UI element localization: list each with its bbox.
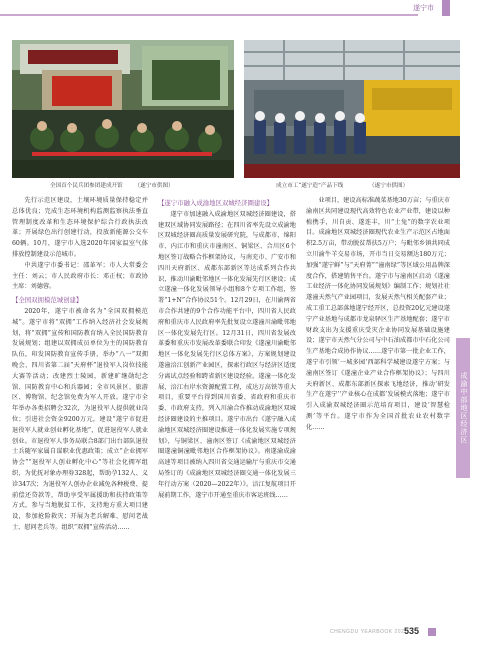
caption-left-credit: （遂宁市供图） bbox=[134, 183, 174, 189]
photo-product-rollout bbox=[244, 40, 460, 178]
col1-paragraph-3: 2020年，遂宁市被命名为“全国双拥模范城”。遂宁市将“双拥”工作纳入经济社会发展规划，将“双拥”宣传和国防教育纳入全民国防教育发展规划；组建以双拥成员单位为主的国防教育队伍，印发国防教育宣传手册，举办“八一”双拥晚会、四川省第二届“天府杯”退役军人岗位技能大赛等活动；改建烈士陵园，新建旷继勋纪念馆、国防教育中心和兵器园；全市风景区、旅游区、博物馆、纪念馆免费为军人开放。遂宁市全年举办各类招聘会32次，为退役军人提供就业岗位；引进社会资金9200万元，建设“遂宁市促进退役军人就业创业孵化基地”，促进退役军人就业创业。市退役军人事务局联合8部门出台部队退役士兵随军家属自谋职业优惠政策；成立“企业拥军协会”“退役军人创业孵化中心”等社会化拥军组织，为优抚对象办理券328起，帮助孕132人、义诊347次；为退役军人创办企业减免各种税费、提前偿还贷款等，帮助享受军属援助和扶持政策等方式，参与当地脱贫工作，支持地方重大项目建设，参加抢险救灾；开展为老兵解难、慰问老战士、慰问老兵等。组织“双拥”宣传活动…… bbox=[12, 307, 148, 531]
footer-yearbook: CHENGDU YEARBOOK 2021 bbox=[330, 629, 408, 635]
col2-section-heading: 【遂宁市融入成渝地区双城经济圈建设】 bbox=[158, 199, 274, 207]
side-section-tab: 成渝中部地区经济区 bbox=[456, 338, 470, 478]
footer-tab bbox=[428, 628, 436, 636]
caption-right bbox=[276, 181, 408, 189]
col1-paragraph-1: 先行示范区建设，土壤环境质量保持稳定并总体优良；完成生态环境机构监测监察执法垂直管理制度改革和生态环境保护综合行政执法改革；开展绿色出行创建行动，投放新能源公交车60辆。10月，遂宁市入选2020年国家温室气体排放控制建设示范城市。 bbox=[12, 197, 148, 258]
header-rule bbox=[0, 14, 418, 16]
column-3 bbox=[306, 196, 450, 434]
page-footer bbox=[330, 626, 450, 638]
col1-section-heading: 【全国双拥模范城创建】 bbox=[12, 296, 83, 305]
header-title: 遂宁市 bbox=[413, 5, 434, 12]
page-number: 535 bbox=[404, 626, 420, 636]
caption-right-text: 成立市工“遂宁造”产品下线 bbox=[276, 183, 344, 189]
caption-right-credit: （遂宁市供图） bbox=[369, 183, 409, 189]
col1-paragraph-2: 中共遂宁市委书记：邵革军；市人大常委会主任：刘云；市人民政府市长：邓正权；市政协主席：刘德蓉。 bbox=[12, 261, 148, 291]
photo-memorial-hall bbox=[12, 40, 234, 178]
running-header bbox=[0, 0, 480, 22]
column-2 bbox=[158, 196, 296, 501]
caption-left bbox=[50, 181, 174, 189]
col3-paragraph-1: 业项目，建设高标准蔬菜基地30万亩；与重庆市渝南区共同建设现代高效特色农业产业带，建设以种植携手，川自贡、遂连丰，川“土兔”的数字农业项目。成渝地区双城经济圈现代农业生产示范区占地面积2.5万亩，带动脱贫帮扶5万户；与毗邻乡镇共同成立川渝牛羊交易市场，开市当日交易额达180万元；加强“遂宁鲜”与“天府菁”“潼南绿”等区域公用品牌深度合作，搭建销售平台。遂宁市与潼南区启动《遂潼工业经济一体化协同发展规划》编制工作；规划社社遂潼天然气产业园项目，发展天然气相关配套产业；成工重工总部落地遂宁经开区，总投资20亿元建设遂宁产业基地与成都市龙泉驿区生产基地配套；遂宁市财政支出为支援重庆受灾企业协同发展基础设施建设；遂宁市天然气分公司与中石油成都市中石化公司生产基地合成协作协议……遂宁市第一批企业工作，遂宁市引领‘一城多园’西部科学城建设遂宁方案；与潼南区签订《遂潼企业产业合作框架协议》；与四川天府新区、成都东部新区探索飞地经济，推动‘研发生产在遂宁’‘产业核心在成都’发展模式落地；遂宁市引入成渝双城经济圈示范培育项目，建设‘智慧检测’等平台。遂宁市作为全国首批农业农村数字化…… bbox=[306, 197, 451, 431]
caption-left-text: 全国首个民兵团参团建成开馆 bbox=[50, 183, 123, 189]
col2-paragraph-1: 遂宁市加速融入成渝地区双城经济圈建设，搭建双区域协同发展路径；在四川省率先设立成渝地区双城经济圈高质量发展研究院，与成都市、绵阳市、内江市和重庆市潼南区、铜梁区、合川区6个地区签订战略合作框架协议，与南充市、广安市和四川天府新区、成都东部新区等达成系列合作共识，推动川渝毗邻地区一体化发展先行区建设；成立遂潼一体化发展领导小组和8个专项工作组，签署“1+N”合作协议51个。12月29日，在川渝两省市合作共建的9个合作功能平台中，四川省人民政府和重庆市人民政府率先批复设立遂潼川渝毗邻地区一体化发展先行区。12月31日，四川省发展改革委和重庆市发展改革委联合印发《遂潼川渝毗邻地区一体化发展先行区总体方案》，方案规划建设遂潼涪江创新产业园区，探索行政区与经济区适度分离试点经验和跨省新区建设经验。遂潼一体化发展，涪江右岸水资源配置工程，成达万高铁等重大项目，重要平台得到国川省委、省政府和重庆市委、市政府支持，列入川渝合作推动成渝地区双城经济圈建设的主推项目。遂宁市出台《遂宁融入成渝地区双城经济圈建设推进一体化发展实施专项规划》，与铜梁区、潼南区签订《成渝地区双城经济圈遂潼铜潼毗邻地区合作框架协议》。南遂渝成渝高速等项目被纳入四川省交通运输厅与重庆市交通局签订的《成渝地区双城经济圈交通一体化发展三年行动方案（2020—2022年）》。涪江复航项目开展前期工作，遂宁市开通至重庆市客运班线…… bbox=[158, 210, 296, 499]
column-1 bbox=[12, 196, 148, 534]
header-tab bbox=[442, 0, 450, 16]
